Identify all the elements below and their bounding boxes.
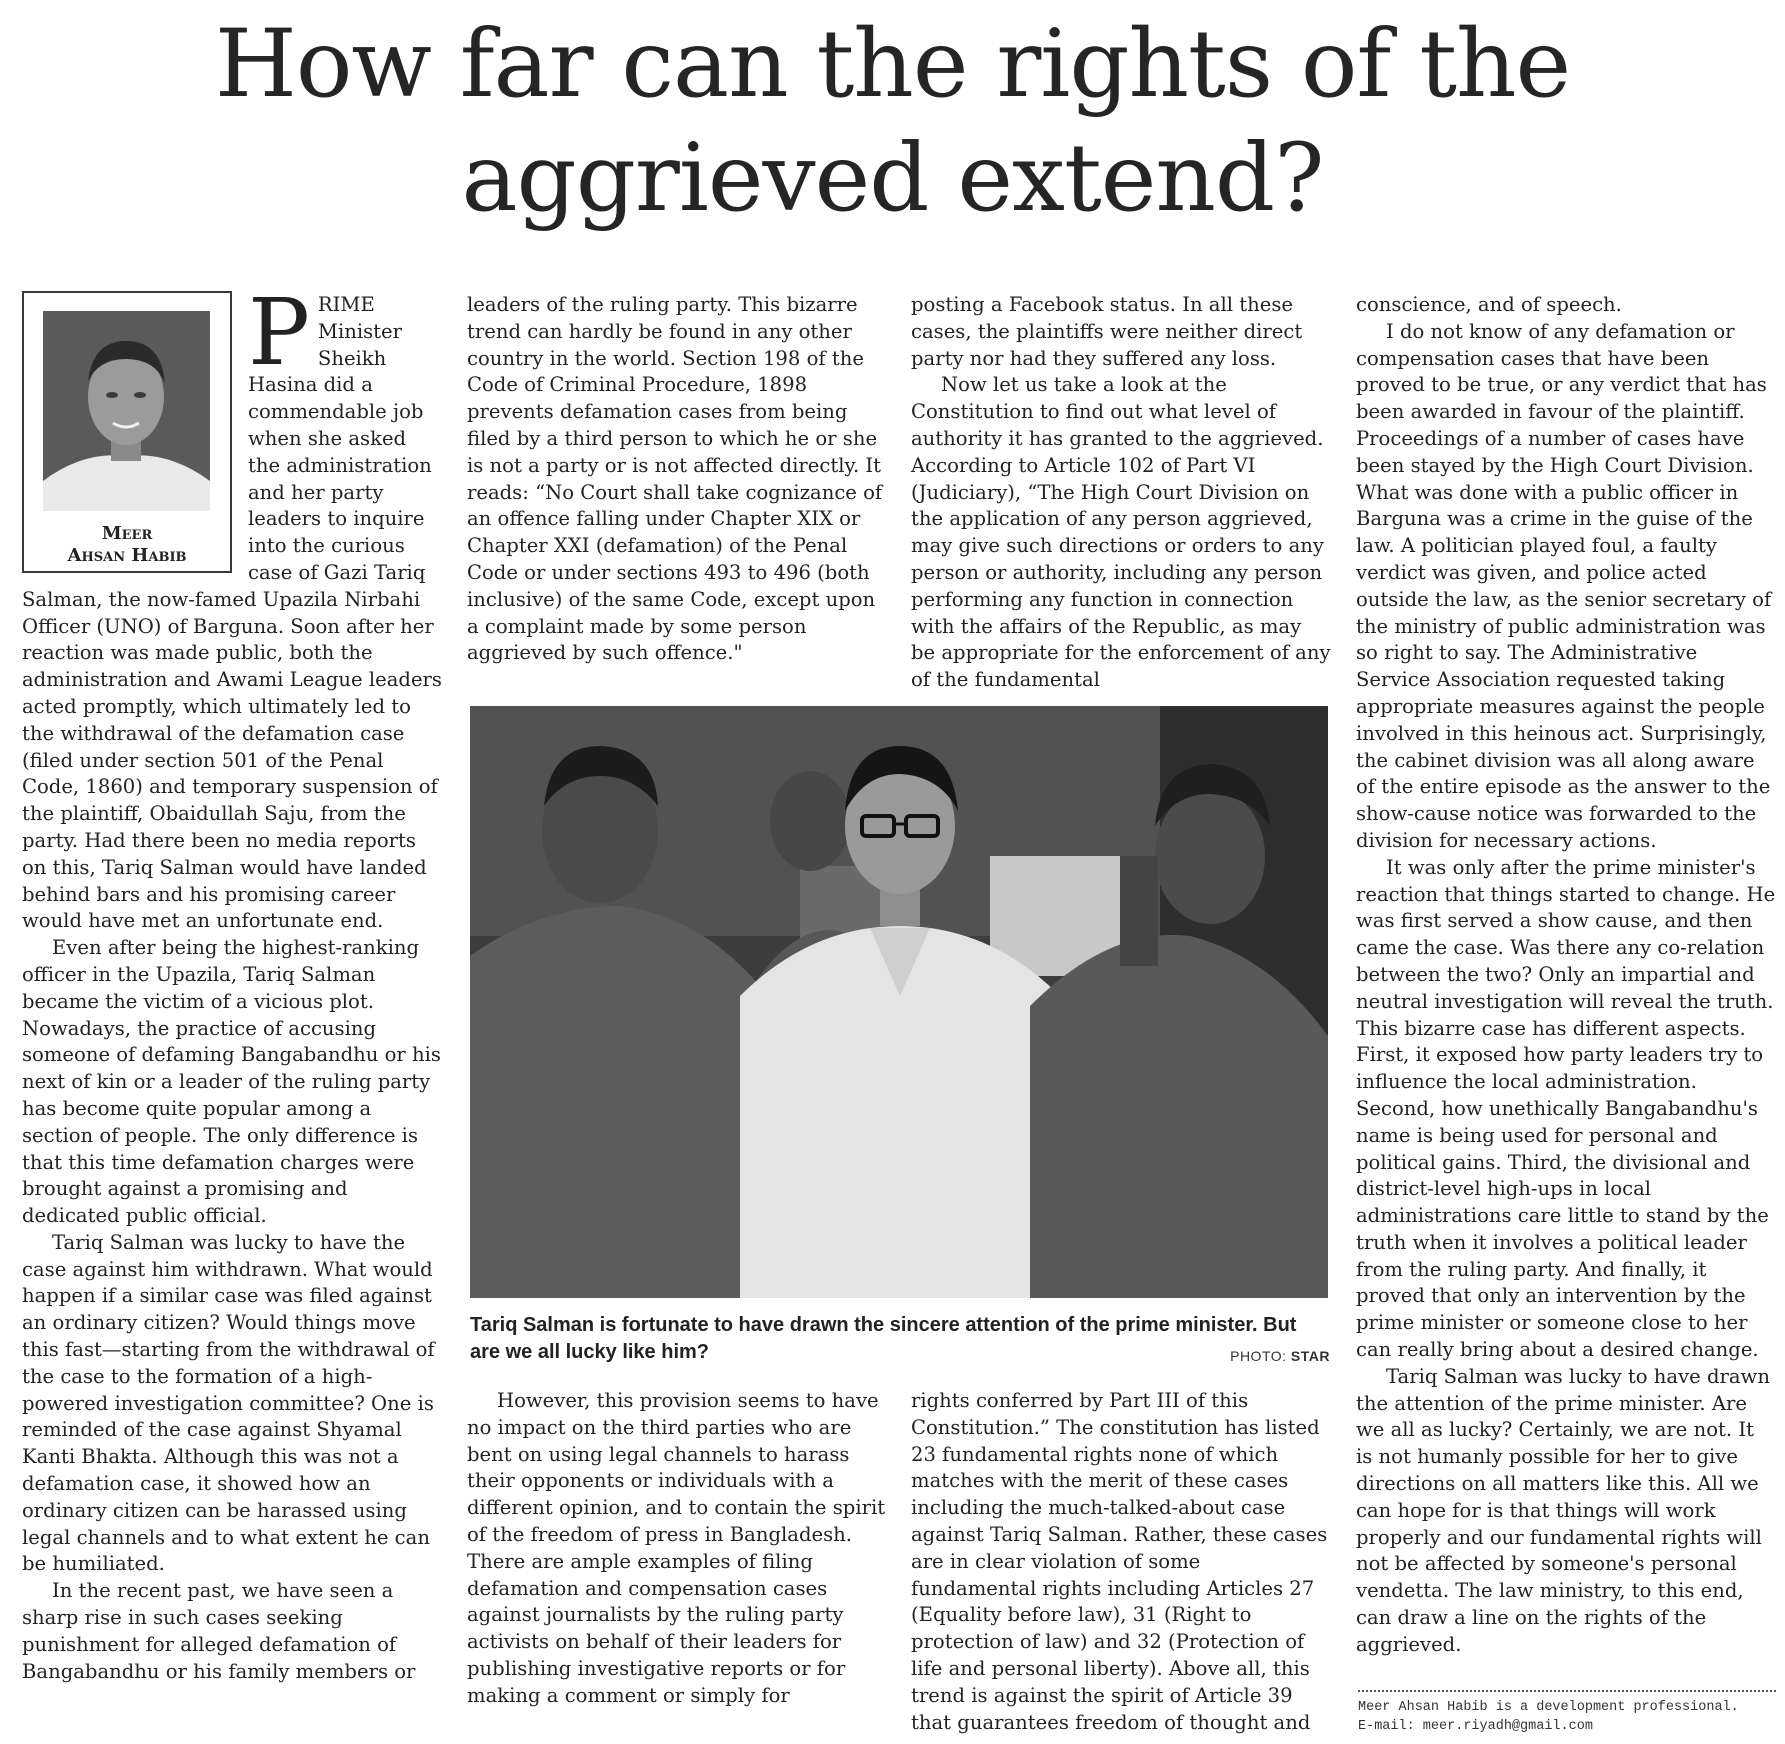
author-portrait (43, 311, 210, 511)
author-name (24, 523, 230, 567)
photo-credit (1160, 1348, 1330, 1364)
paragraph: Now let us take a look at the Constitution to find out what level of authority it has granted to the aggrieved. According to Article 102 of Part VI (Judiciary), “The High Court Division on the application of any person aggrieved, may give such directions or orders to any person or authority, including any person performing any function in connection with the affairs of the Republic, as may be appropriate for the enforcement of any of the fundamental (911, 373, 1331, 692)
photo-caption: Tariq Salman is fortunate to have drawn the sincere attention of the prime minister. But are we all lucky like him? (470, 1314, 1297, 1363)
headline-line-2: aggrieved extend? (461, 124, 1324, 233)
author-portrait-image (43, 311, 210, 511)
author-box (22, 291, 232, 573)
paragraph: Tariq Salman was lucky to have the case against him withdrawn. What would happen if a similar case was filed against an ordinary citizen? Would things move this fast—starting from the withdrawal of the case to the formation of a high-powered investigation committee? One is reminded of the case against Shyamal Kanti Bhakta. Although this was not a defamation case, it showed how an ordinary citizen can be harassed using legal channels and to what extent he can be humiliated. (22, 1230, 435, 1576)
headline-line-1: How far can the rights of the (214, 10, 1571, 119)
paragraph: posting a Facebook status. In all these cases, the plaintiffs were neither direct party nor had they suffered any loss. (911, 293, 1303, 370)
photo-credit-source: STAR (1290, 1348, 1330, 1364)
author-name-line-2: Ahsan Habib (67, 545, 187, 566)
author-bio-line: Meer Ahsan Habib is a development professional. (1358, 1700, 1739, 1715)
paragraph: Tariq Salman was lucky to have drawn the attention of the prime minister. Are we all as lucky? Certainly, we are not. It is not humanly possible for her to give directions on all matters like this. All we can hope for is that things will work properly and our fundamental rights will not be affected by someone's personal vendetta. The law ministry, to this end, can draw a line on the rights of the aggrieved. (1356, 1364, 1770, 1656)
paragraph: In the recent past, we have seen a sharp rise in such cases seeking punishment for alleged defamation of Bangabandhu or his family members or (22, 1579, 416, 1683)
drop-cap: P (248, 279, 310, 386)
article-column-3-bottom (911, 1388, 1331, 1736)
news-photo (470, 706, 1328, 1298)
paragraph: It was only after the prime minister's reaction that things started to change. He was first served a show cause, and then came the case. Was there any co-relation between the two? Only an impartial and neutral investigation will reveal the truth. This bizarre case has different aspects. First, it exposed how party leaders try to influence the local administration. Second, how unethically Bangabandhu's name is being used for personal and political gains. Third, the divisional and district-level high-ups in local administrations care little to stand by the truth when it involves a political leader from the ruling party. And finally, it proved that only an intervention by the prime minister or someone close to her can really bring about a desired change. (1356, 855, 1776, 1362)
bio-divider (1358, 1690, 1776, 1692)
paragraph: However, this provision seems to have no impact on the third parties who are bent on using legal channels to harass their opponents or individuals with a different opinion, and to contain the spirit of the freedom of press in Bangladesh. There are ample examples of filing defamation and compensation cases against journalists by the ruling party activists on behalf of their leaders for publishing investigative reports or for making a comment or simply for (467, 1389, 886, 1707)
author-name-line-1: Meer (101, 523, 153, 544)
headline (0, 8, 1785, 236)
paragraph: leaders of the ruling party. This bizarre trend can hardly be found in any other country in the world. Section 198 of the Code of Criminal Procedure, 1898 prevents defamation cases from being filed by a third person to which he or she is not a party or is not affected directly. It reads: “No Court shall take cognizance of an offence falling under Chapter XIX or Chapter XXI (defamation) of the Penal Code or under sections 493 to 496 (both inclusive) of the same Code, except upon a complaint made by some person aggrieved by such offence." (467, 293, 883, 665)
article-column-3-top (911, 292, 1331, 694)
paragraph: RIME Minister Sheikh Hasina did a commendable job when she asked the administration and her party leaders to inquire into the curious case of Gazi Tariq Salman, the now-famed Upazila Nirbahi Officer (UNO) of Barguna. Soon after her reaction was made public, both the administration and Awami League leaders acted promptly, which ultimately led to the withdrawal of the defamation case (filed under section 501 of the Penal Code, 1860) and temporary suspension of the plaintiff, Obaidullah Saju, from the party. Had there been no media reports on this, Tariq Salman would have landed behind bars and his promising career would have met an unfortunate end. (22, 293, 442, 933)
article-column-2-top (467, 292, 887, 667)
article-column-1 (22, 279, 442, 1685)
article-column-2-bottom (467, 1388, 887, 1710)
photo-credit-prefix: PHOTO: (1230, 1348, 1291, 1364)
author-bio (1358, 1698, 1778, 1736)
author-email: E-mail: meer.riyadh@gmail.com (1358, 1719, 1593, 1734)
news-photo-image (470, 706, 1328, 1298)
paragraph: conscience, and of speech. (1356, 293, 1622, 316)
paragraph: rights conferred by Part III of this Constitution.” The constitution has listed 23 fundamental rights none of which matches with the merit of these cases including the much-talked-about case against Tariq Salman. Rather, these cases are in clear violation of some fundamental rights including Articles 27 (Equality before law), 31 (Right to protection of law) and 32 (Protection of life and personal liberty). Above all, this trend is against the spirit of Article 39 that guarantees freedom of thought and (911, 1389, 1328, 1734)
paragraph: I do not know of any defamation or compensation cases that have been proved to be true, or any verdict that has been awarded in favour of the plaintiff. Proceedings of a number of cases have been stayed by the High Court Division. What was done with a public officer in Barguna was a crime in the guise of the law. A politician played foul, a faulty verdict was given, and police acted outside the law, as the senior secretary of the ministry of public administration was so right to say. The Administrative Service Association requested taking appropriate measures against the people involved in this heinous act. Surprisingly, the cabinet division was all along aware of the entire episode as the answer to the show-cause notice was forwarded to the division for necessary actions. (1356, 319, 1772, 852)
article-column-4 (1356, 292, 1776, 1659)
paragraph: Even after being the highest-ranking officer in the Upazila, Tariq Salman became the victim of a vicious plot. Nowadays, the practice of accusing someone of defaming Bangabandhu or his next of kin or a leader of the ruling party has become quite popular among a section of people. The only difference is that this time defamation charges were brought against a promising and dedicated public official. (22, 936, 441, 1228)
